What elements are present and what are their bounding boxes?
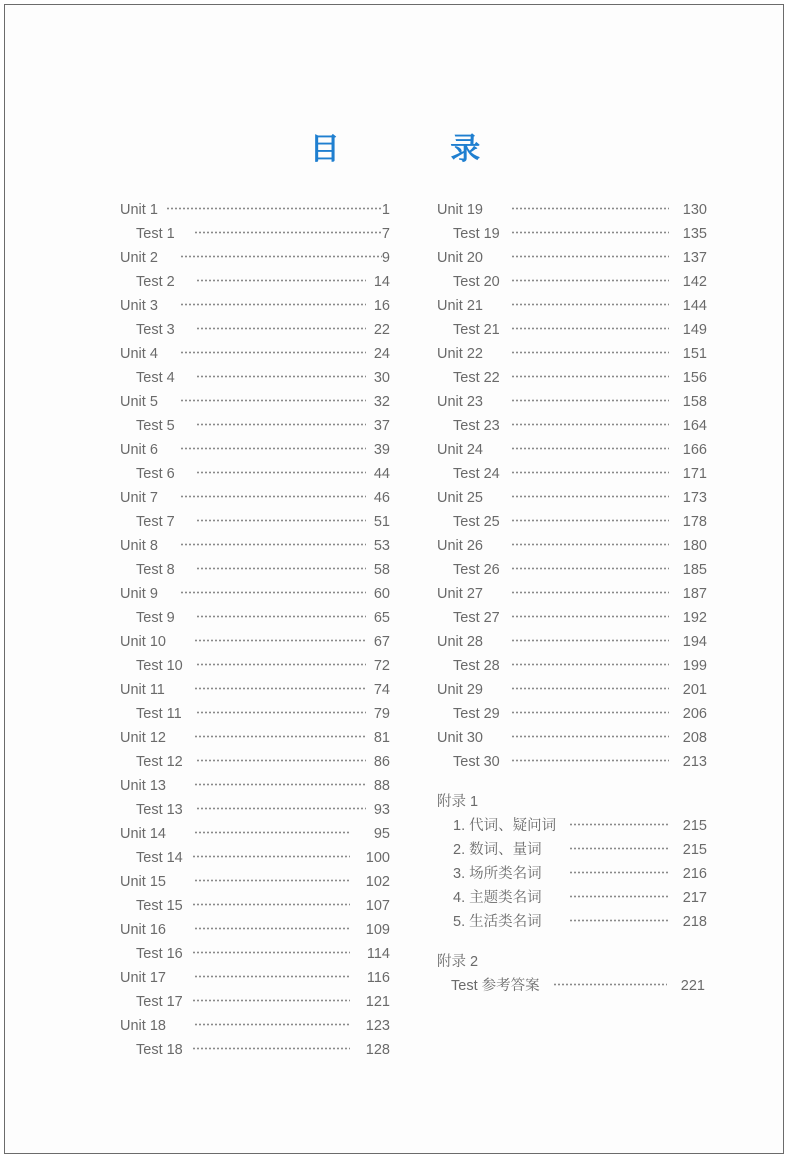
dot-leader xyxy=(511,207,669,210)
dot-leader xyxy=(511,759,669,762)
toc-entry-unit[interactable] xyxy=(120,870,390,894)
toc-entry-page-number: 123 xyxy=(365,1018,390,1034)
dot-leader xyxy=(511,231,669,234)
toc-entry-test[interactable] xyxy=(437,750,707,774)
toc-entry-page-number: 14 xyxy=(373,274,390,290)
toc-entry-label: Test 28 xyxy=(453,658,500,674)
toc-entry-label: Test 4 xyxy=(136,370,175,386)
dot-leader xyxy=(511,423,669,426)
dot-leader xyxy=(511,663,669,666)
dot-leader xyxy=(196,615,366,618)
toc-entry-label: Unit 13 xyxy=(120,778,166,794)
toc-entry-test[interactable] xyxy=(120,990,390,1014)
toc-entry-label: Unit 22 xyxy=(437,346,483,362)
toc-entry-page-number: 1 xyxy=(381,202,390,218)
dot-leader xyxy=(511,735,669,738)
toc-entry-label: Test 10 xyxy=(136,658,183,674)
toc-entry-label: Test 17 xyxy=(136,994,183,1010)
toc-entry-label: Unit 9 xyxy=(120,586,158,602)
dot-leader xyxy=(196,327,366,330)
toc-entry-page-number: 158 xyxy=(682,394,707,410)
toc-entry-page-number: 121 xyxy=(365,994,390,1010)
toc-entry-label: Unit 19 xyxy=(437,202,483,218)
toc-entry-page-number: 22 xyxy=(373,322,390,338)
toc-entry-unit[interactable] xyxy=(120,822,390,846)
dot-leader xyxy=(511,687,669,690)
toc-entry-label: Unit 2 xyxy=(120,250,158,266)
dot-leader xyxy=(511,303,669,306)
dot-leader xyxy=(569,871,669,874)
toc-entry-unit[interactable] xyxy=(437,726,707,750)
toc-entry-test[interactable] xyxy=(120,942,390,966)
dot-leader xyxy=(511,351,669,354)
toc-entry-label: Test 25 xyxy=(453,514,500,530)
toc-entry-appendix[interactable] xyxy=(437,974,707,998)
dot-leader xyxy=(194,927,350,930)
toc-entry-unit[interactable] xyxy=(120,630,390,654)
toc-entry-label: Test 参考答案 xyxy=(451,978,540,994)
toc-entry-label: Test 19 xyxy=(453,226,500,242)
dot-leader xyxy=(196,567,366,570)
toc-entry-unit[interactable] xyxy=(437,582,707,606)
toc-entry-page-number: 178 xyxy=(682,514,707,530)
dot-leader xyxy=(553,983,667,986)
dot-leader xyxy=(194,783,366,786)
dot-leader xyxy=(194,879,350,882)
toc-entry-unit[interactable] xyxy=(437,294,707,318)
dot-leader xyxy=(511,471,669,474)
toc-entry-unit[interactable] xyxy=(437,390,707,414)
toc-entry-unit[interactable] xyxy=(437,486,707,510)
toc-entry-label: Unit 12 xyxy=(120,730,166,746)
toc-entry-unit[interactable] xyxy=(120,246,390,270)
toc-entry-page-number: 185 xyxy=(682,562,707,578)
toc-entry-label: 4. 主题类名词 xyxy=(453,890,542,906)
toc-entry-page-number: 164 xyxy=(682,418,707,434)
toc-entry-test[interactable] xyxy=(437,414,707,438)
toc-entry-label: Unit 18 xyxy=(120,1018,166,1034)
toc-entry-page-number: 74 xyxy=(373,682,390,698)
dot-leader xyxy=(511,375,669,378)
dot-leader xyxy=(180,591,366,594)
toc-entry-unit[interactable] xyxy=(120,342,390,366)
toc-entry-page-number: 142 xyxy=(682,274,707,290)
dot-leader xyxy=(196,711,366,714)
toc-entry-label: Test 21 xyxy=(453,322,500,338)
toc-entry-page-number: 107 xyxy=(365,898,390,914)
toc-entry-page-number: 7 xyxy=(381,226,390,242)
toc-entry-test[interactable] xyxy=(120,414,390,438)
dot-leader xyxy=(192,903,350,906)
toc-entry-label: 2. 数词、量词 xyxy=(453,842,542,858)
dot-leader xyxy=(569,823,669,826)
toc-entry-unit[interactable] xyxy=(437,534,707,558)
toc-entry-label: Test 15 xyxy=(136,898,183,914)
toc-entry-page-number: 215 xyxy=(682,842,707,858)
dot-leader xyxy=(180,255,382,258)
toc-entry-label: 3. 场所类名词 xyxy=(453,866,542,882)
dot-leader xyxy=(166,207,382,210)
toc-entry-test[interactable] xyxy=(120,558,390,582)
dot-leader xyxy=(180,399,366,402)
dot-leader xyxy=(196,663,366,666)
toc-entry-page-number: 217 xyxy=(682,890,707,906)
toc-entry-label: 1. 代词、疑问词 xyxy=(453,818,557,834)
appendix-heading-text: 附录 2 xyxy=(437,954,479,970)
toc-entry-label: Unit 5 xyxy=(120,394,158,410)
dot-leader xyxy=(511,279,669,282)
toc-entry-page-number: 109 xyxy=(365,922,390,938)
toc-entry-unit[interactable] xyxy=(437,342,707,366)
toc-entry-page-number: 16 xyxy=(373,298,390,314)
toc-entry-page-number: 39 xyxy=(373,442,390,458)
toc-entry-page-number: 192 xyxy=(682,610,707,626)
dot-leader xyxy=(194,1023,350,1026)
toc-entry-page-number: 79 xyxy=(373,706,390,722)
toc-entry-test[interactable] xyxy=(120,222,390,246)
toc-entry-unit[interactable] xyxy=(437,246,707,270)
appendix-heading-text: 附录 1 xyxy=(437,794,479,810)
toc-entry-page-number: 114 xyxy=(366,946,390,962)
toc-entry-unit[interactable] xyxy=(120,678,390,702)
dot-leader xyxy=(196,471,366,474)
toc-entry-page-number: 151 xyxy=(682,346,707,362)
toc-entry-label: 5. 生活类名词 xyxy=(453,914,542,930)
dot-leader xyxy=(194,639,366,642)
toc-entry-label: Unit 3 xyxy=(120,298,158,314)
toc-entry-label: Unit 14 xyxy=(120,826,166,842)
dot-leader xyxy=(192,855,350,858)
toc-entry-test[interactable] xyxy=(120,318,390,342)
toc-entry-label: Test 9 xyxy=(136,610,175,626)
toc-entry-unit[interactable] xyxy=(120,486,390,510)
toc-entry-page-number: 201 xyxy=(682,682,707,698)
toc-entry-unit[interactable] xyxy=(437,678,707,702)
dot-leader xyxy=(180,447,366,450)
dot-leader xyxy=(180,543,366,546)
toc-entry-label: Unit 1 xyxy=(120,202,158,218)
toc-entry-label: Unit 26 xyxy=(437,538,483,554)
toc-entry-page-number: 199 xyxy=(682,658,707,674)
toc-entry-label: Unit 4 xyxy=(120,346,158,362)
toc-entry-test[interactable] xyxy=(120,462,390,486)
toc-entry-page-number: 53 xyxy=(373,538,390,554)
toc-entry-label: Test 18 xyxy=(136,1042,183,1058)
toc-entry-unit[interactable] xyxy=(120,534,390,558)
toc-entry-test[interactable] xyxy=(437,654,707,678)
toc-entry-label: Unit 6 xyxy=(120,442,158,458)
toc-entry-page-number: 81 xyxy=(373,730,390,746)
toc-entry-page-number: 65 xyxy=(373,610,390,626)
toc-entry-label: Unit 7 xyxy=(120,490,158,506)
page-title: 目 录 xyxy=(309,132,531,167)
toc-entry-page-number: 137 xyxy=(682,250,707,266)
toc-entry-page-number: 215 xyxy=(682,818,707,834)
toc-entry-appendix[interactable] xyxy=(437,910,707,934)
toc-entry-label: Test 5 xyxy=(136,418,175,434)
dot-leader xyxy=(194,687,366,690)
toc-entry-test[interactable] xyxy=(437,558,707,582)
toc-left-column xyxy=(120,198,390,1062)
dot-leader xyxy=(511,591,669,594)
toc-entry-label: Unit 8 xyxy=(120,538,158,554)
toc-entry-page-number: 166 xyxy=(682,442,707,458)
toc-entry-page-number: 218 xyxy=(682,914,707,930)
toc-entry-test[interactable] xyxy=(120,1038,390,1062)
toc-entry-label: Test 23 xyxy=(453,418,500,434)
toc-entry-page-number: 37 xyxy=(373,418,390,434)
dot-leader xyxy=(196,519,366,522)
toc-entry-label: Test 22 xyxy=(453,370,500,386)
spacer xyxy=(437,774,707,790)
appendix-1-heading xyxy=(437,790,707,814)
toc-entry-label: Test 11 xyxy=(136,706,182,722)
dot-leader xyxy=(511,495,669,498)
toc-entry-label: Unit 11 xyxy=(120,682,165,698)
toc-entry-page-number: 86 xyxy=(373,754,390,770)
toc-entry-page-number: 51 xyxy=(373,514,390,530)
toc-entry-test[interactable] xyxy=(437,222,707,246)
toc-entry-test[interactable] xyxy=(437,270,707,294)
toc-entry-label: Unit 23 xyxy=(437,394,483,410)
toc-entry-label: Test 24 xyxy=(453,466,500,482)
toc-entry-page-number: 130 xyxy=(682,202,707,218)
toc-entry-page-number: 180 xyxy=(682,538,707,554)
toc-entry-page-number: 144 xyxy=(682,298,707,314)
toc-entry-page-number: 95 xyxy=(373,826,390,842)
toc-entry-appendix[interactable] xyxy=(437,838,707,862)
toc-entry-test[interactable] xyxy=(120,894,390,918)
toc-entry-page-number: 208 xyxy=(682,730,707,746)
toc-entry-page-number: 72 xyxy=(373,658,390,674)
toc-entry-page-number: 216 xyxy=(682,866,707,882)
toc-entry-test[interactable] xyxy=(120,366,390,390)
dot-leader xyxy=(192,1047,350,1050)
toc-entry-page-number: 44 xyxy=(373,466,390,482)
dot-leader xyxy=(196,423,366,426)
dot-leader xyxy=(511,519,669,522)
toc-entry-label: Test 12 xyxy=(136,754,183,770)
toc-entry-page-number: 149 xyxy=(682,322,707,338)
toc-entry-unit[interactable] xyxy=(437,198,707,222)
toc-entry-page-number: 187 xyxy=(682,586,707,602)
toc-entry-page-number: 102 xyxy=(365,874,390,890)
toc-entry-label: Unit 15 xyxy=(120,874,166,890)
toc-entry-label: Unit 21 xyxy=(437,298,483,314)
toc-entry-unit[interactable] xyxy=(120,1014,390,1038)
toc-entry-test[interactable] xyxy=(120,750,390,774)
toc-entry-unit[interactable] xyxy=(120,198,390,222)
toc-entry-label: Test 3 xyxy=(136,322,175,338)
toc-entry-unit[interactable] xyxy=(120,438,390,462)
toc-entry-label: Unit 30 xyxy=(437,730,483,746)
appendix-2-heading xyxy=(437,950,707,974)
dot-leader xyxy=(194,735,366,738)
toc-entry-unit[interactable] xyxy=(120,294,390,318)
dot-leader xyxy=(194,231,382,234)
toc-entry-page-number: 32 xyxy=(373,394,390,410)
toc-entry-test[interactable] xyxy=(437,366,707,390)
toc-entry-label: Test 29 xyxy=(453,706,500,722)
dot-leader xyxy=(192,951,350,954)
toc-entry-label: Test 16 xyxy=(136,946,183,962)
dot-leader xyxy=(196,759,366,762)
toc-entry-test[interactable] xyxy=(120,606,390,630)
toc-entry-unit[interactable] xyxy=(120,966,390,990)
dot-leader xyxy=(511,447,669,450)
dot-leader xyxy=(569,919,669,922)
dot-leader xyxy=(194,831,350,834)
dot-leader xyxy=(511,543,669,546)
toc-entry-test[interactable] xyxy=(437,462,707,486)
toc-entry-page-number: 128 xyxy=(365,1042,390,1058)
toc-entry-page-number: 206 xyxy=(682,706,707,722)
toc-entry-page-number: 9 xyxy=(381,250,390,266)
toc-entry-unit[interactable] xyxy=(120,774,390,798)
dot-leader xyxy=(569,847,669,850)
toc-entry-page-number: 173 xyxy=(682,490,707,506)
dot-leader xyxy=(180,303,366,306)
toc-entry-label: Test 1 xyxy=(136,226,175,242)
toc-entry-label: Unit 25 xyxy=(437,490,483,506)
toc-entry-label: Test 20 xyxy=(453,274,500,290)
toc-entry-label: Test 6 xyxy=(136,466,175,482)
toc-entry-test[interactable] xyxy=(120,654,390,678)
toc-entry-page-number: 30 xyxy=(373,370,390,386)
toc-entry-page-number: 93 xyxy=(373,802,390,818)
toc-entry-test[interactable] xyxy=(437,510,707,534)
toc-entry-page-number: 58 xyxy=(373,562,390,578)
toc-entry-label: Unit 27 xyxy=(437,586,483,602)
toc-entry-page-number: 60 xyxy=(373,586,390,602)
toc-entry-label: Unit 10 xyxy=(120,634,166,650)
toc-right-column xyxy=(437,198,707,998)
toc-entry-test[interactable] xyxy=(437,702,707,726)
dot-leader xyxy=(180,351,366,354)
dot-leader xyxy=(569,895,669,898)
toc-entry-page-number: 135 xyxy=(682,226,707,242)
toc-entry-label: Unit 17 xyxy=(120,970,166,986)
toc-entry-label: Test 13 xyxy=(136,802,183,818)
toc-entry-test[interactable] xyxy=(120,846,390,870)
toc-entry-unit[interactable] xyxy=(120,726,390,750)
toc-entry-page-number: 156 xyxy=(682,370,707,386)
toc-entry-label: Test 27 xyxy=(453,610,500,626)
toc-entry-page-number: 67 xyxy=(373,634,390,650)
dot-leader xyxy=(196,279,366,282)
dot-leader xyxy=(511,639,669,642)
toc-entry-unit[interactable] xyxy=(437,438,707,462)
toc-entry-label: Test 14 xyxy=(136,850,183,866)
dot-leader xyxy=(511,711,669,714)
toc-entry-page-number: 88 xyxy=(373,778,390,794)
toc-entry-test[interactable] xyxy=(120,270,390,294)
toc-entry-test[interactable] xyxy=(120,798,390,822)
toc-entry-page-number: 171 xyxy=(682,466,707,482)
toc-entry-label: Test 26 xyxy=(453,562,500,578)
toc-entry-page-number: 213 xyxy=(682,754,707,770)
toc-entry-label: Unit 20 xyxy=(437,250,483,266)
toc-entry-page-number: 46 xyxy=(373,490,390,506)
dot-leader xyxy=(180,495,366,498)
toc-entry-page-number: 24 xyxy=(373,346,390,362)
toc-entry-unit[interactable] xyxy=(120,918,390,942)
toc-entry-unit[interactable] xyxy=(120,390,390,414)
dot-leader xyxy=(196,807,366,810)
toc-entry-label: Test 8 xyxy=(136,562,175,578)
toc-entry-page-number: 221 xyxy=(680,978,705,994)
spacer xyxy=(437,934,707,950)
toc-entry-page-number: 194 xyxy=(682,634,707,650)
toc-entry-test[interactable] xyxy=(120,702,390,726)
toc-entry-label: Test 7 xyxy=(136,514,175,530)
dot-leader xyxy=(511,615,669,618)
toc-entry-test[interactable] xyxy=(437,606,707,630)
toc-entry-page-number: 116 xyxy=(366,970,390,986)
dot-leader xyxy=(192,999,350,1002)
toc-entry-label: Unit 28 xyxy=(437,634,483,650)
toc-entry-label: Unit 24 xyxy=(437,442,483,458)
dot-leader xyxy=(511,567,669,570)
dot-leader xyxy=(194,975,350,978)
toc-entry-page-number: 100 xyxy=(365,850,390,866)
toc-entry-unit[interactable] xyxy=(437,630,707,654)
toc-entry-label: Test 2 xyxy=(136,274,175,290)
toc-entry-label: Unit 29 xyxy=(437,682,483,698)
dot-leader xyxy=(511,399,669,402)
dot-leader xyxy=(511,327,669,330)
toc-entry-test[interactable] xyxy=(120,510,390,534)
toc-entry-label: Test 30 xyxy=(453,754,500,770)
toc-entry-appendix[interactable] xyxy=(437,862,707,886)
toc-entry-unit[interactable] xyxy=(120,582,390,606)
toc-entry-appendix[interactable] xyxy=(437,886,707,910)
toc-entry-test[interactable] xyxy=(437,318,707,342)
dot-leader xyxy=(511,255,669,258)
toc-entry-appendix[interactable] xyxy=(437,814,707,838)
toc-entry-label: Unit 16 xyxy=(120,922,166,938)
dot-leader xyxy=(196,375,366,378)
